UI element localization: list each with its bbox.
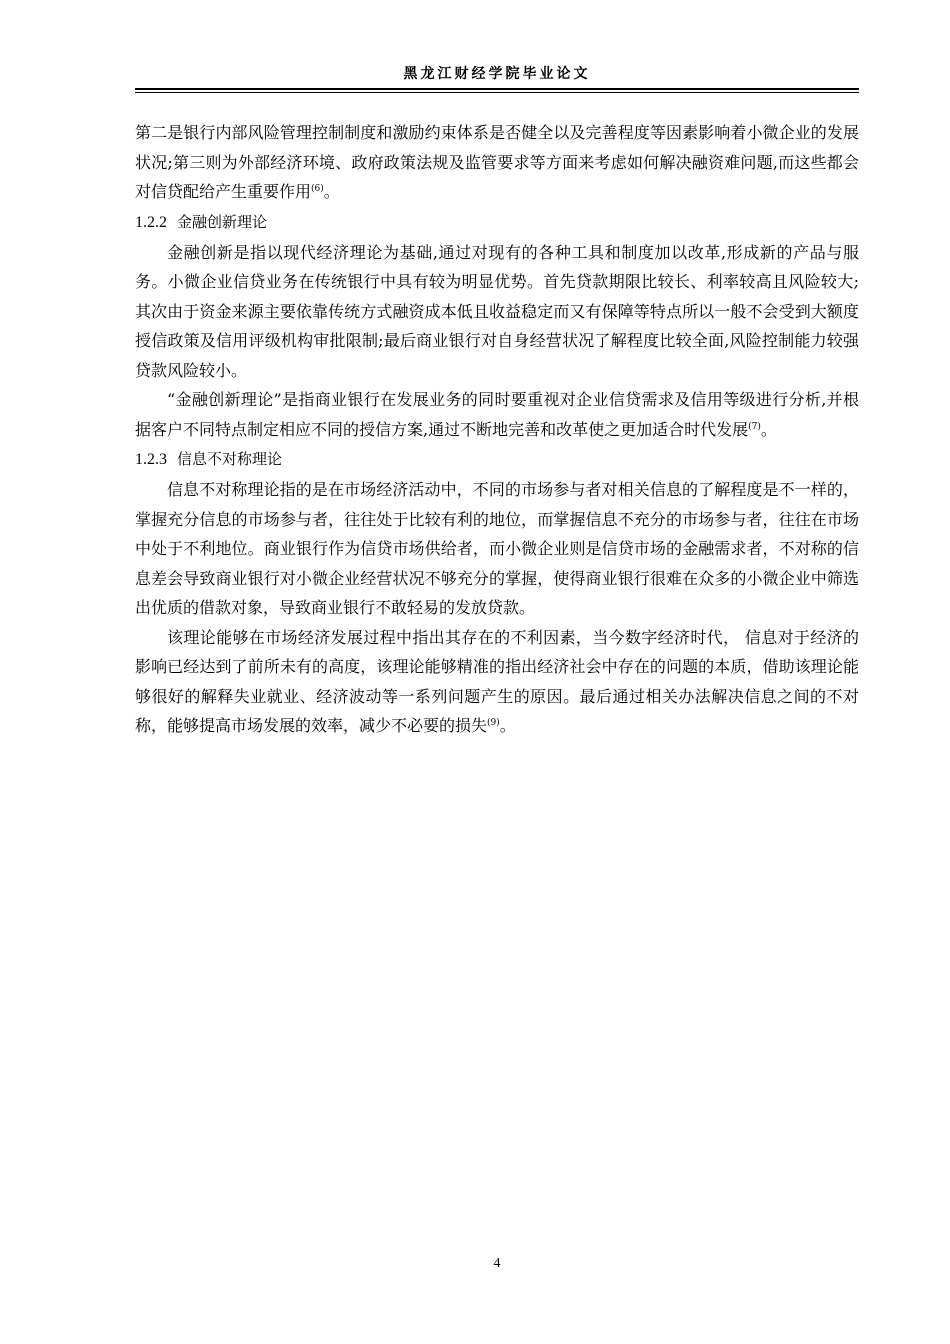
- paragraph-information-asymmetry: 信息不对称理论指的是在市场经济活动中，不同的市场参与者对相关信息的了解程度是不一样的，掌握充分信息的市场参与者，往往处于比较有利的地位，而掌握信息不充分的市场参与者，往往在市场中处于不利地位。商业银行作为信贷市场供给者，而小微企业则是信贷市场的金融需求者，不对称的信息差会导致商业银行对小微企业经营状况不够充分的掌握，使得商业银行很难在众多的小微企业中筛选出优质的借款对象，导致商业银行不敢轻易的发放贷款。: [135, 480, 859, 617]
- paragraph-innovation-theory: [135, 385, 859, 444]
- page-content: [135, 118, 859, 741]
- paragraph-theory-significance: [135, 623, 859, 741]
- citation-ref: (9): [487, 718, 500, 728]
- citation-ref: (7): [748, 421, 761, 432]
- citation-ref: (6): [311, 184, 324, 194]
- section-number: 1.2.2: [135, 213, 167, 231]
- paragraph-end: 。: [323, 182, 340, 201]
- page-number: 4: [493, 1256, 501, 1271]
- paragraph-text: 该理论能够在市场经济发展过程中指出其存在的不利因素，当今数字经济时代， 信息对于经济的影响已经达到了前所未有的高度，该理论能够精准的指出经济社会中存在的问题的本质，借助该理论能够很好的解释失业就业、经济波动等一系列问题产生的原因。最后通过相关办法解决信息之间的不对称，能够提高市场发展的效率，减少不必要的损失: [135, 627, 859, 735]
- paragraph-text: “金融创新理论”是指商业银行在发展业务的同时要重视对企业信贷需求及信用等级进行分析,并根据客户不同特点制定相应不同的授信方案,通过不断地完善和改革使之更加适合时代发展: [135, 390, 859, 439]
- section-title: 金融创新理论: [177, 212, 268, 231]
- header-rule-thin: [135, 92, 859, 93]
- page-header: 黑龙江财经学院毕业论文: [403, 66, 591, 82]
- paragraph-text: 第二是银行内部风险管理控制制度和激励约束体系是否健全以及完善程度等因素影响着小微企业的发展状况;第三则为外部经济环境、政府政策法规及监管要求等方面来考虑如何解决融资难问题,而这些都会对信贷配给产生重要作用: [135, 123, 859, 201]
- section-number: 1.2.3: [135, 451, 167, 468]
- header-rule: [135, 88, 859, 90]
- paragraph-continuation: [135, 118, 859, 207]
- paragraph-financial-innovation: 金融创新是指以现代经济理论为基础,通过对现有的各种工具和制度加以改革,形成新的产品与服务。小微企业信贷业务在传统银行中具有较为明显优势。首先贷款期限比较长、利率较高且风险较大;其次由于资金来源主要依靠传统方式融资成本低且收益稳定而又有保障等特点所以一般不会受到大额度授信政策及信用评级机构审批限制;最后商业银行对自身经营状况了解程度比较全面,风险控制能力较强贷款风险较小。: [135, 242, 859, 380]
- section-title: 信息不对称理论: [177, 450, 283, 468]
- paragraph-end: 。: [760, 419, 777, 439]
- section-heading-1-2-3: [135, 444, 859, 475]
- section-heading-1-2-2: [135, 207, 859, 238]
- paragraph-end: 。: [499, 716, 516, 735]
